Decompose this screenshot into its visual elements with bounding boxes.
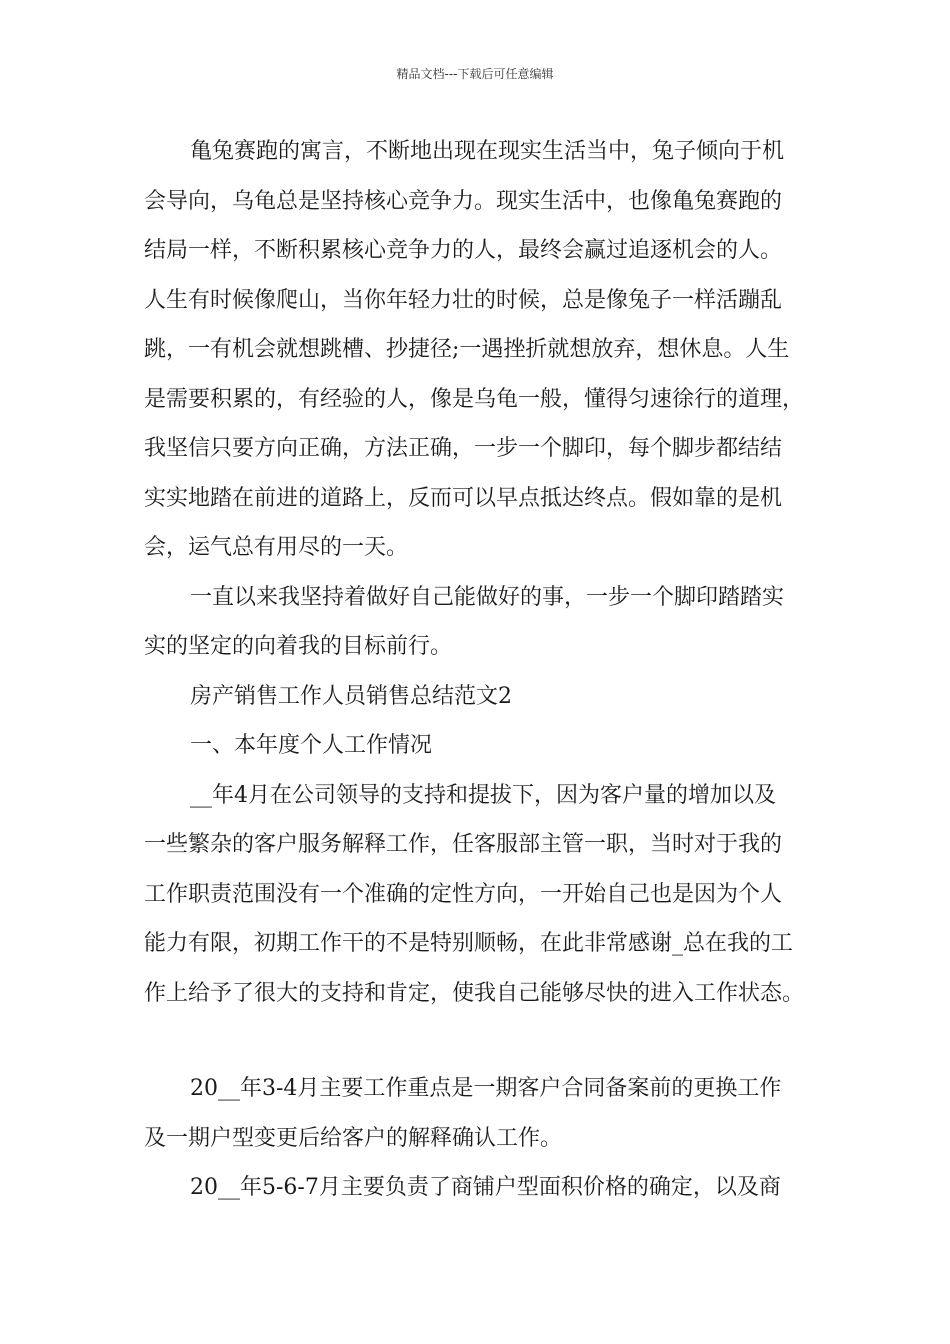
paragraph-line: 及一期户型变更后给客户的解释确认工作。 xyxy=(144,1125,563,1151)
section-title: 房产销售工作人员销售总结范文2 xyxy=(190,683,512,709)
paragraph-line: 会，运气总有用尽的一天。 xyxy=(144,535,409,560)
document-body xyxy=(144,132,824,1218)
paragraph-line: 亀兔赛跑的寓言，不断地出现在现实生活当中，兔子倾向于机 xyxy=(190,139,785,164)
paragraph-line: 是需要积累的，有经验的人，像是乌龟一般，懂得匀速徐行的道理， xyxy=(144,386,805,412)
section-heading: 一、本年度个人工作情况 xyxy=(190,733,433,758)
paragraph-line: 人生有时候像爬山，当你年轻力壮的时候，总是像兔子一样活蹦乱 xyxy=(144,287,783,313)
page-header: 精品文档---下载后可任意编辑 xyxy=(396,67,554,81)
paragraph-line: 一直以来我坚持着做好自己能做好的事，一步一个脚印踏踏实 xyxy=(190,584,785,610)
paragraph-line: 会导向，乌龟总是坚持核心竞争力。现实生活中，也像亀兔赛跑的 xyxy=(144,188,783,214)
paragraph-line: 20__年3-4月主要工作重点是一期客户合同备案前的更换工作 xyxy=(190,1076,782,1101)
paragraph-line: 20__年5-6-7月主要负责了商铺户型面积价格的确定，以及商 xyxy=(190,1175,781,1200)
paragraph-line: 实的坚定的向着我的目标前行。 xyxy=(144,634,453,659)
paragraph-line: __年4月在公司领导的支持和提拔下，因为客户量的增加以及 xyxy=(190,782,776,808)
paragraph-gap xyxy=(144,1023,824,1069)
paragraph-line: 我坚信只要方向正确，方法正确，一步一个脚印，每个脚步都结结 xyxy=(144,436,783,461)
paragraph-line: 跳，一有机会就想跳槽、抄捷径;一遇挫折就想放弃，想休息。人生 xyxy=(144,337,790,362)
paragraph-line: 工作职责范围没有一个准确的定性方向，一开始自己也是因为个人 xyxy=(144,881,783,907)
paragraph-line: 一些繁杂的客户服务解释工作，任客服部主管一职，当时对于我的 xyxy=(144,832,783,857)
paragraph-line: 能力有限，初期工作干的不是特别顺畅，在此非常感谢_总在我的工 xyxy=(144,931,794,956)
paragraph-line: 实实地踏在前进的道路上，反而可以早点抵达终点。假如靠的是机 xyxy=(144,485,783,511)
paragraph-line: 结局一样，不断积累核心竞争力的人，最终会赢过追逐机会的人。 xyxy=(144,238,783,263)
paragraph-line: 作上给予了很大的支持和肯定，使我自己能够尽快的进入工作状态。 xyxy=(144,980,805,1006)
